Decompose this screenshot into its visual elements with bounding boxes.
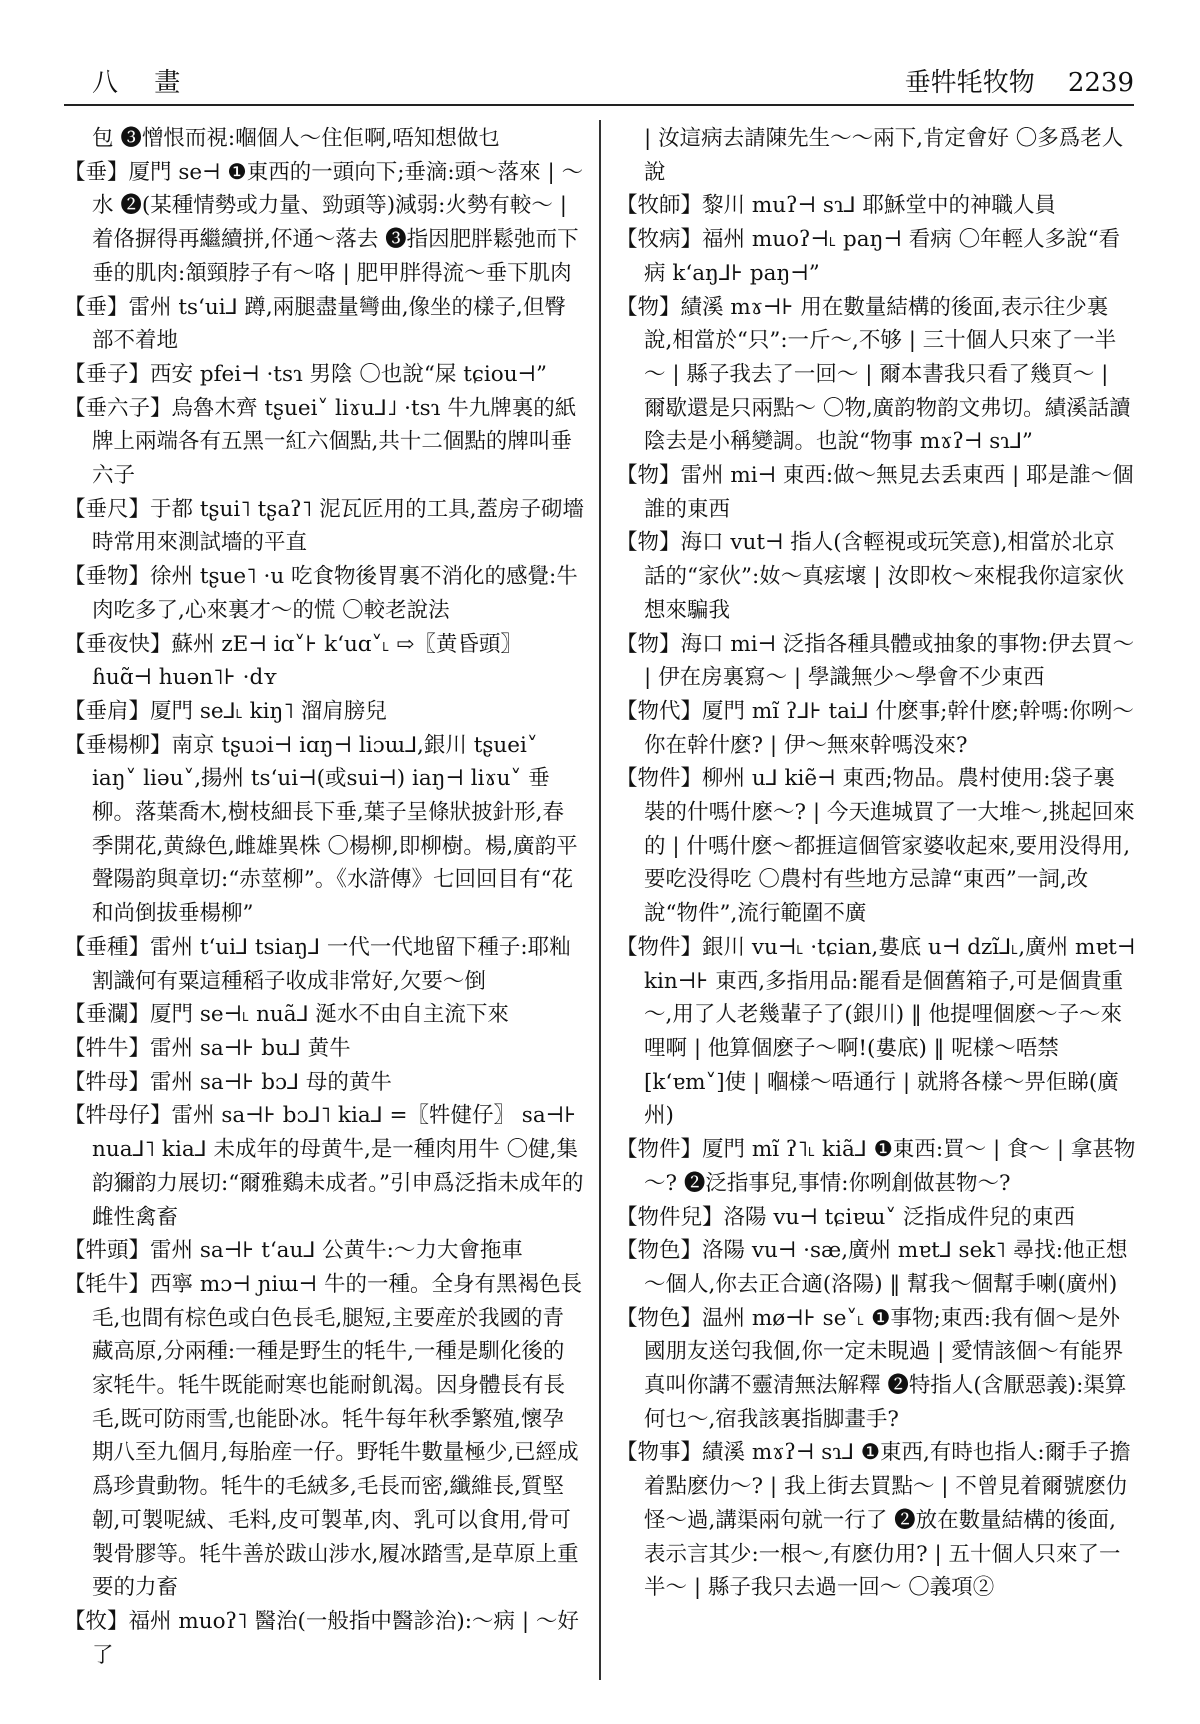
dictionary-entry: 包 ❸憎恨而視:嗰個人～住佢啊,唔知想做乜: [92, 126, 500, 151]
dictionary-entry: 【垂六子】烏魯木齊 tʂuei˅ liɤu⅃˩ ·tsɿ 牛九牌裏的紙牌上兩端各有五黑一紅六個點,共十二個點的牌叫垂六子: [64, 395, 577, 489]
dictionary-entry: 【垂楊柳】南京 tʂuɔi⊣ iɑŋ⊣ liɔɯ⅃,銀川 tʂuei˅ iaŋ˅ liəu˅,揚州 tsʻui⊣(或sui⊣) iaŋ⊣ liɤu˅ 垂柳。落葉喬木,樹枝細長下垂,葉子呈條狀披針形,春季開花,黄綠色,雌雄異株 〇楊柳,即柳樹。楊,廣韵平聲陽韵與章切:“赤莖柳”。《水滸傳》七回回目有“花和尚倒拔垂楊柳”: [64, 732, 578, 927]
dictionary-entry: 【物色】温州 mø⊣⊦ se˅˪ ❶事物;東西:我有個～是外國朋友送匄我個,你一定未睍過 | 愛情該個～有能界真叫你講不靈清無法解釋 ❷特指人(含厭惡義):渠算何乜～,宿我該裏指脚畫手?: [616, 1305, 1127, 1432]
dictionary-entry: 【牧】福州 muoʔ˥ 醫治(一般指中醫診治):～病 | ～好了: [64, 1608, 579, 1668]
dictionary-entry: 【物色】洛陽 vu⊣ ·sæ,廣州 mɐt⅃ sek˥ 尋找:他正想～個人,你去正合適(洛陽) ‖ 幫我～個幫手喇(廣州): [616, 1238, 1128, 1297]
dictionary-entry: 【垂夜快】蘇州 zE⊣ iɑ˅⊦ kʻuɑ˅˪ ⇨〖黄昏頭〗 ɦuɑ̃⊣ huən˥⊦ ·dʏ: [64, 631, 522, 691]
page-number: 2239: [1067, 68, 1134, 98]
dictionary-entry: 【垂】厦門 se⊣ ❶東西的一頭向下;垂滴:頭～落來 | ～水 ❷(某種情勢或力量、勁頭等)減弱:火勢有較～ | 着佫摒得再繼續拼,伓通～落去 ❸指因肥胖鬆弛而下垂的肌肉:頷頸脖子有～咯 | 肥甲胖得流～垂下肌肉: [64, 159, 584, 286]
dictionary-entry: 【物件】柳州 u⅃ kiẽ⊣ 東西;物品。農村使用:袋子裏裝的什嗎什麽～? | 今天進城買了一大堆～,挑起回來的 | 什嗎什麽～都捱這個管家婆收起來,要用没得用,要吃没得吃 〇農村有些地方忌諱“東西”一詞,改說“物件”,流行範圍不廣: [616, 766, 1135, 927]
dictionary-entry: 【牦牛】西寧 mɔ⊣ ɲiɯ⊣ 牛的一種。全身有黑褐色長毛,也間有棕色或白色長毛,腿短,主要産於我國的青藏高原,分兩種:一種是野生的牦牛,一種是馴化後的家牦牛。牦牛既能耐寒也能耐飢渴。因身體長有長毛,既可防雨雪,也能卧冰。牦牛每年秋季繁殖,懷孕期八至九個月,每胎産一仔。野牦牛數量極少,已經成爲珍貴動物。牦牛的毛絨多,毛長而密,纖維長,質堅韌,可製呢絨、毛料,皮可製革,肉、乳可以食用,骨可製骨膠等。牦牛善於跋山涉水,履冰踏雪,是草原上重要的力畜: [64, 1271, 583, 1601]
dictionary-entry: 【牪頭】雷州 sa⊣⊦ tʻau⅃ 公黄牛:～力大會拖車: [64, 1238, 523, 1264]
dictionary-entry: 【牪母仔】雷州 sa⊣⊦ bɔ⅃˥ kia⅃ =〖牪健仔〗 sa⊣⊦ nua⅃˥ kia⅃ 未成年的母黄牛,是一種肉用牛 〇健,集韵獮韵力展切:“爾雅鷄未成者。”引申爲泛指未成年的雌性禽畜: [64, 1103, 584, 1230]
dictionary-entry: 【物】海口 mi⊣ 泛指各種具體或抽象的事物:伊去買～ | 伊在房裏寫～ | 學識無少～學會不少東西: [616, 631, 1135, 691]
dictionary-entry: 【物件】厦門 mĩ ʔ˥˪ kiã⅃ ❶東西:買～ | 食～ | 拿甚物～? ❷泛指事兒,事情:你咧創做甚物～?: [616, 1137, 1136, 1196]
running-head-title: 垂牪牦牧物: [904, 68, 1035, 98]
header-rule: [64, 104, 1134, 106]
dictionary-entry: | 汝這病去請陳先生～～兩下,肯定會好 〇多爲老人說: [644, 126, 1124, 185]
dictionary-entry: 【牧師】黎川 muʔ⊣ sɿ⅃ 耶穌堂中的神職人員: [616, 193, 1056, 219]
column-divider: [599, 120, 601, 1680]
dictionary-entry: 【垂瀾】厦門 se⊣˪ nuã⅃ 涎水不由自主流下來: [64, 1002, 509, 1028]
dictionary-entry: 【物代】厦門 mĩ ʔ⅃⊦ tai⅃ 什麽事;幹什麽;幹嗎:你咧～你在幹什麽? | 伊～無來幹嗎没來?: [616, 698, 1134, 758]
dictionary-entry: 【垂子】西安 pfei⊣ ·tsɿ 男陰 〇也說“屎 tɕiou⊣”: [64, 361, 548, 387]
dictionary-entry: 【牪牛】雷州 sa⊣⊦ bu⅃ 黄牛: [64, 1035, 351, 1061]
dictionary-entry: 【物件兒】洛陽 vu⊣ tɕiɐɯ˅ 泛指成件兒的東西: [616, 1204, 1075, 1230]
left-column: [64, 122, 584, 1672]
dictionary-entry: 【垂種】雷州 tʻui⅃ tsiaŋ⅃ 一代一代地留下種子:耶籼割識何有粟這種稻子收成非常好,欠要～倒: [64, 934, 571, 994]
section-label: 八 畫: [92, 68, 195, 98]
dictionary-entry: 【物件】銀川 vu⊣˪ ·tɕian,婁底 u⊣ dzĩ⅃˪,廣州 mɐt⊣ kin⊣⊦ 東西,多指用品:罷看是個舊箱子,可是個貴重～,用了人老幾輩子了(銀川) ‖ 他提哩個麽～子～來哩啊 | 他算個麽子～啊!(婁底) ‖ 呢樣～唔禁[kʻɐm˅]使 | 嗰樣～唔通行 | 就將各樣～畀佢睇(廣州): [616, 934, 1136, 1129]
dictionary-entry: 【垂尺】于都 tʂui˥ tʂaʔ˥ 泥瓦匠用的工具,蓋房子砌墻時常用來測試墻的平直: [64, 496, 584, 556]
dictionary-entry: 【物】績溪 mɤ⊣⊦ 用在數量結構的後面,表示往少裏說,相當於“只”:一斤～,不够 | 三十個人只來了一半～ | 縣子我去了一回～ | 爾本書我只看了幾頁～ | 爾歇還是只兩點～ 〇物,廣韵物韵文弗切。績溪話讀陰去是小稱變調。也說“物事 mɤʔ⊣ sɿ⅃”: [616, 294, 1131, 455]
dictionary-entry: 【垂】雷州 tsʻui⅃ 蹲,兩腿盡量彎曲,像坐的樣子,但臀部不着地: [64, 294, 566, 354]
running-head: [905, 62, 1134, 99]
dictionary-entry: 【物】雷州 mi⊣ 東西:做～無見去丢東西 | 耶是誰～個誰的東西: [616, 463, 1134, 522]
right-column: [616, 122, 1136, 1605]
dictionary-entry: 【垂肩】厦門 se⅃˪ kiŋ˥ 溜肩膀兒: [64, 698, 387, 724]
dictionary-entry: 【牧病】福州 muoʔ⊣˪ paŋ⊣ 看病 〇年輕人多說“看病 kʻaŋ⅃⊦ paŋ⊣”: [616, 227, 1121, 286]
dictionary-entry: 【物】海口 vut⊣ 指人(含輕視或玩笑意),相當於北京話的“家伙”:奻～真痃壞 | 汝即枚～來棍我你這家伙想來騙我: [616, 530, 1125, 623]
dictionary-entry: 【牪母】雷州 sa⊣⊦ bɔ⅃ 母的黄牛: [64, 1069, 392, 1095]
page-header: [64, 62, 1134, 102]
dictionary-entry: 【垂物】徐州 tʂue˥ ·u 吃食物後胃裏不消化的感覺:牛肉吃多了,心來裏才～的慌 〇較老說法: [64, 564, 578, 623]
dictionary-entry: 【物事】績溪 mɤʔ⊣ sɿ⅃ ❶東西,有時也指人:爾手子擔着點麽仂～? | 我上街去買點～ | 不曾見着爾號麽仂怪～過,講渠兩句就一行了 ❷放在數量結構的後面,表示言其少:一根～,有麽仂用? | 五十個人只來了一半～ | 縣子我只去過一回～ 〇義項②: [616, 1440, 1131, 1601]
